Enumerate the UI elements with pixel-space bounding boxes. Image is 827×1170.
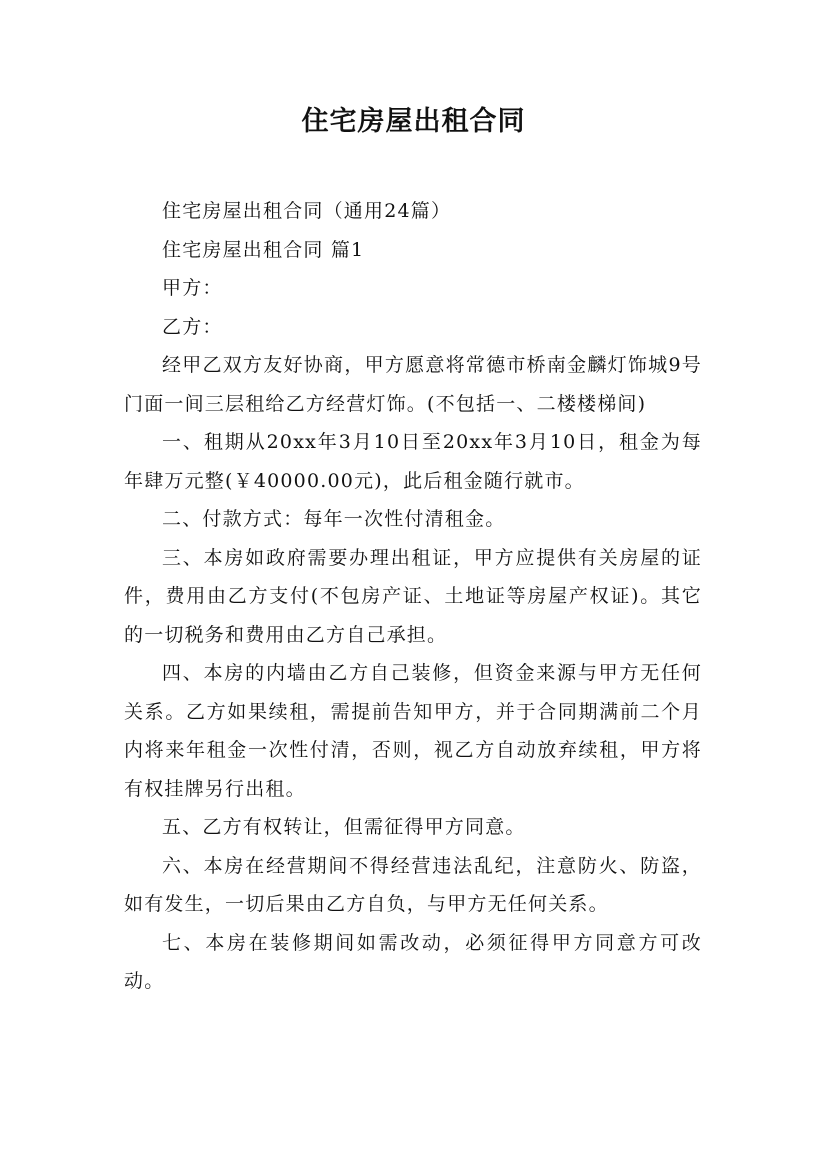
paragraph-clause-7: 七、本房在装修期间如需改动，必须征得甲方同意方可改动。 <box>124 931 702 992</box>
paragraph-clause-5: 五、乙方有权转让，但需征得甲方同意。 <box>162 816 526 838</box>
paragraph-clause-1: 一、租期从20xx年3月10日至20xx年3月10日，租金为每年肆万元整(￥40000.00元)，此后租金随行就市。 <box>124 431 702 492</box>
paragraph-party-a: 甲方： <box>162 277 223 299</box>
paragraph-clause-4: 四、本房的内墙由乙方自己装修，但资金来源与甲方无任何关系。乙方如果续租，需提前告知甲方，并于合同期满前二个月内将来年租金一次性付清，否则，视乙方自动放弃续租，甲方将有权挂牌另行出租。 <box>124 662 702 800</box>
paragraph-clause-6: 六、本房在经营期间不得经营违法乱纪，注意防火、防盗，如有发生，一切后果由乙方自负，与甲方无任何关系。 <box>124 854 702 915</box>
paragraph-intro: 经甲乙双方友好协商，甲方愿意将常德市桥南金麟灯饰城9号门面一间三层租给乙方经营灯饰。(不包括一、二楼楼梯间) <box>124 354 702 415</box>
document-title: 住宅房屋出租合同 <box>301 106 526 137</box>
paragraph-subtitle: 住宅房屋出租合同（通用24篇） <box>162 200 452 222</box>
paragraph-clause-3: 三、本房如政府需要办理出租证，甲方应提供有关房屋的证件，费用由乙方支付(不包房产证、土地证等房屋产权证)。其它的一切税务和费用由乙方自己承担。 <box>124 546 702 646</box>
paragraph-clause-2: 二、付款方式：每年一次性付清租金。 <box>162 508 506 530</box>
document-body <box>124 192 702 1001</box>
paragraph-section-heading: 住宅房屋出租合同 篇1 <box>162 238 365 261</box>
paragraph-party-b: 乙方： <box>162 315 223 338</box>
